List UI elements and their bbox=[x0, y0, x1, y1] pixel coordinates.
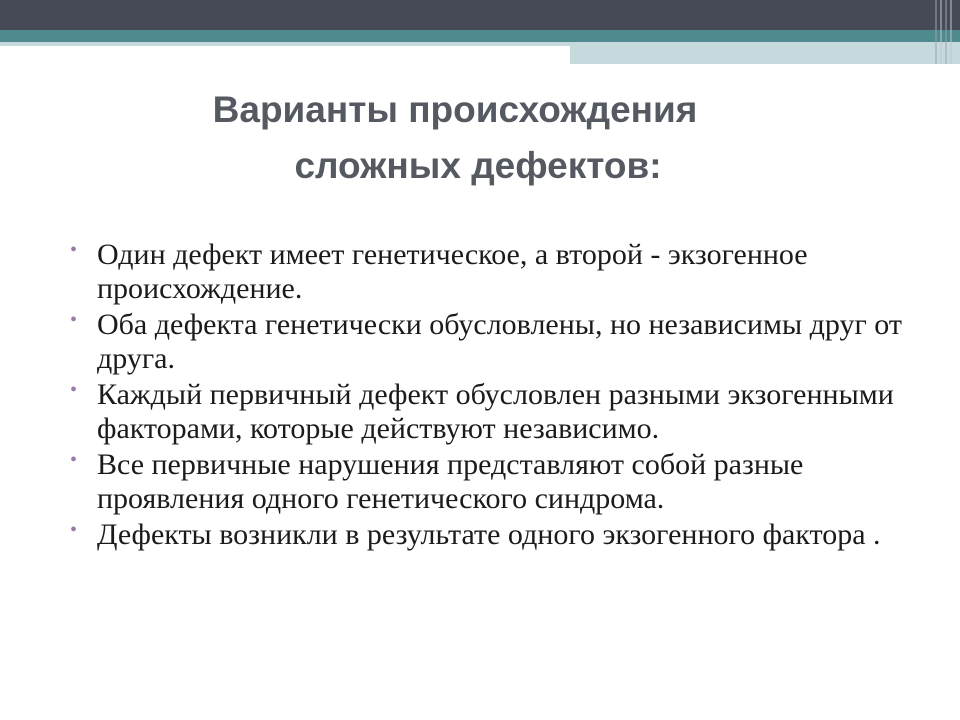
header-light-stripe-right bbox=[570, 42, 960, 64]
corner-decoration bbox=[930, 0, 960, 64]
header-teal-stripe bbox=[0, 30, 960, 42]
bullet-item bbox=[68, 518, 918, 552]
bullet-text: Все первичные нарушения представляют собой разные проявления одного генетического синдрома. bbox=[97, 448, 804, 515]
bullet-dot-icon: • bbox=[70, 519, 78, 541]
bullet-item bbox=[68, 238, 918, 306]
header-dark-band bbox=[0, 0, 960, 30]
bullet-text: Один дефект имеет генетическое, а второй - экзогенное происхождение. bbox=[97, 238, 808, 305]
bullet-text: Каждый первичный дефект обусловлен разными экзогенными факторами, которые действуют независимо. bbox=[97, 378, 894, 445]
header-light-stripe-left bbox=[0, 42, 570, 46]
slide-title-line-2: сложных дефектов: bbox=[294, 145, 662, 186]
bullet-dot-icon: • bbox=[70, 379, 78, 401]
bullet-dot-icon: • bbox=[70, 449, 78, 471]
bullet-text: Оба дефекта генетически обусловлены, но независимы друг от друга. bbox=[97, 308, 903, 375]
bullet-item bbox=[68, 308, 918, 376]
slide-title-line-1: Варианты происхождения bbox=[212, 89, 698, 130]
bullet-item bbox=[68, 378, 918, 446]
bullet-dot-icon: • bbox=[70, 239, 78, 261]
bullet-text: Дефекты возникли в результате одного экзогенного фактора . bbox=[97, 518, 881, 551]
bullet-item bbox=[68, 448, 918, 516]
bullet-dot-icon: • bbox=[70, 309, 78, 331]
bullet-list bbox=[68, 238, 918, 554]
slide-title bbox=[0, 82, 960, 194]
